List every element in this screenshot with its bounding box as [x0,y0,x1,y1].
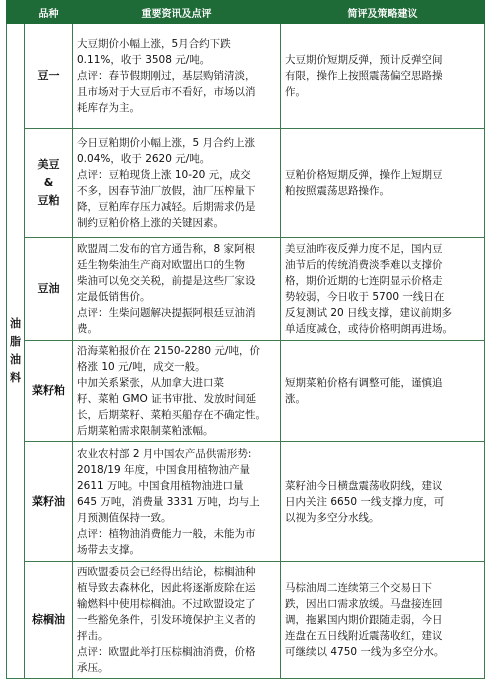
news-cell [73,24,281,129]
news-cell [73,129,281,238]
news-line: 定最低销售价。 [77,291,151,303]
news-line: 籽、菜粕 GMO 证书审批、发放时间延 [77,393,257,405]
comment-cell [281,562,485,679]
news-line: 西欧盟委员会已经得出结论，棕榈油种 [77,566,256,578]
comment-line: 反复测试 20 日线支撑，建议前期多 [285,307,453,319]
news-line: 降，豆粕库存压力减轻。后期需求仍是 [77,201,256,213]
product-name: 菜籽粕 [25,341,73,442]
comment-line: 格，期价近期的七连阴显示价格走 [285,275,443,287]
news-line: 农业农村部 2 月中国农产品供需形势: [77,447,252,460]
news-line: 大豆期价小幅上涨，5月合约下跌 [77,38,231,50]
news-line: 制约豆粕价格上涨的关键因素。 [77,217,224,229]
news-cell [73,341,281,442]
table-row [7,562,485,679]
news-cell [73,238,281,341]
comment-line: 大豆期价短期反弹，预计反弹空间 [285,54,443,66]
product-name-part: & [43,176,54,189]
table-row [7,129,485,238]
news-line: 不多，因春节油厂放假，油厂压榨量下 [77,185,256,197]
news-line: 输燃料中使用棕榈油。不过欧盟设定了 [77,598,256,610]
sector-char: 脂 [10,335,21,348]
news-line: 点评：豆粕现货上涨 10-20 元，成交 [77,169,251,181]
news-line: 格涨 10 元/吨，成交一般。 [77,361,206,373]
news-line: 2018/19 年度，中国食用植物油产量 [77,463,250,476]
comment-cell [281,341,485,442]
table-row [7,442,485,562]
comment-line: 以视为多空分水线。 [285,511,380,524]
sector-label [7,24,25,679]
news-line: 抨击。 [77,630,109,642]
news-line: 中加关系紧张，从加拿大进口菜 [77,377,224,389]
news-cell [73,562,281,679]
comment-line: 短期菜粕价格有调整可能，谨慎追 [285,377,443,389]
comment-cell [281,24,485,129]
table-row [7,24,485,129]
header-news: 重要资讯及点评 [73,1,281,24]
table-header-row [7,1,485,24]
news-line: 柴油可以免交关税，前提是这些厂家设 [77,275,256,287]
comment-line: 跌，因出口需求放缓。马盘接连回 [285,598,443,610]
news-line: 点评：生柴问题解决提振阿根廷豆油消 [77,307,256,319]
comment-line: 粕按照震荡思路操作。 [285,185,390,197]
header-comment: 简评及策略建议 [281,1,485,24]
news-line: 植导致去森林化，因此将逐渐废除在运 [77,582,256,594]
news-line: 后期菜粕需求限制菜粕涨幅。 [77,425,214,437]
news-line: 今日豆粕期价小幅上涨，5 月合约上涨 [77,137,256,149]
product-name-part: 豆粕 [37,194,60,207]
sector-char: 料 [10,371,21,384]
comment-line: 势较弱，今日收于 5700 一线日在 [285,291,445,303]
comment-line: 可继续以 4750 一线为多空分水。 [285,646,445,658]
news-line: 费。 [77,323,98,335]
comment-line: 马棕油周二连续第三个交易日下 [285,582,432,594]
news-line: 月预测值保持一致。 [77,511,172,524]
news-line: 645 万吨，消费量 3331 万吨，均与上 [77,495,260,508]
news-line: 且市场对于大豆后市不看好，市场以消 [77,86,256,98]
news-cell [73,442,281,562]
news-line: 点评：春节假期刚过，基层购销清淡， [77,70,256,82]
comment-line: 单适度减仓，或待价格明朗再进场。 [285,323,453,335]
news-line: 0.04%，收于 2620 元/吨。 [77,153,211,165]
oilseed-report-table [6,0,485,679]
news-line: 沿海菜粕报价在 2150-2280 元/吨，价 [77,345,260,357]
comment-line: 菜籽油今日横盘震荡收阴线，建议 [285,479,443,492]
news-line: 场带去支撑。 [77,543,140,556]
header-sector [7,1,25,24]
news-line: 0.11%，收于 3508 元/吨。 [77,54,211,66]
news-line: 承压。 [77,662,109,674]
sector-char: 油 [10,353,21,366]
news-line: 点评：植物油消费能力一般，未能为市 [77,527,256,540]
comment-cell [281,442,485,562]
news-line: 一些豁免条件，引发环境保护主义者的 [77,614,256,626]
product-name: 豆一 [25,24,73,129]
comment-line: 日内关注 6650 一线支撑力度，可 [285,495,445,508]
news-line: 耗库存为主。 [77,102,140,114]
comment-line: 有限，操作上按照震荡偏空思路操 [285,70,443,82]
product-name: 豆油 [25,238,73,341]
comment-cell [281,129,485,238]
table-body [7,24,485,679]
product-name-part: 美豆 [37,158,60,171]
comment-cell [281,238,485,341]
product-name: 棕榈油 [25,562,73,679]
comment-line: 作。 [285,86,306,98]
sector-char: 油 [10,317,21,330]
news-line: 2611 万吨。中国食用植物油进口量 [77,479,244,492]
news-line: 长，后期菜籽、菜粕买船存在不确定性。 [77,409,266,421]
table-row [7,341,485,442]
product-name: 菜籽油 [25,442,73,562]
news-line: 廷生物柴油生产商对欧盟出口的生物 [77,259,245,271]
comment-line: 调，拖累国内期价跟随走弱，今日 [285,614,443,626]
table-row [7,238,485,341]
comment-line: 油节后的传统消费淡季难以支撑价 [285,259,443,271]
comment-line: 涨。 [285,393,306,405]
comment-line: 美豆油昨夜反弹力度不足，国内豆 [285,243,443,255]
header-product: 品种 [25,1,73,24]
news-line: 欧盟周二发布的官方通告称，8 家阿根 [77,243,256,255]
comment-line: 连盘在五日线附近震荡收红，建议 [285,630,443,642]
report-table-wrapper [6,0,484,679]
product-name [25,129,73,238]
news-line: 点评：欧盟此举打压棕榈油消费，价格 [77,646,256,658]
comment-line: 豆粕价格短期反弹，操作上短期豆 [285,169,443,181]
